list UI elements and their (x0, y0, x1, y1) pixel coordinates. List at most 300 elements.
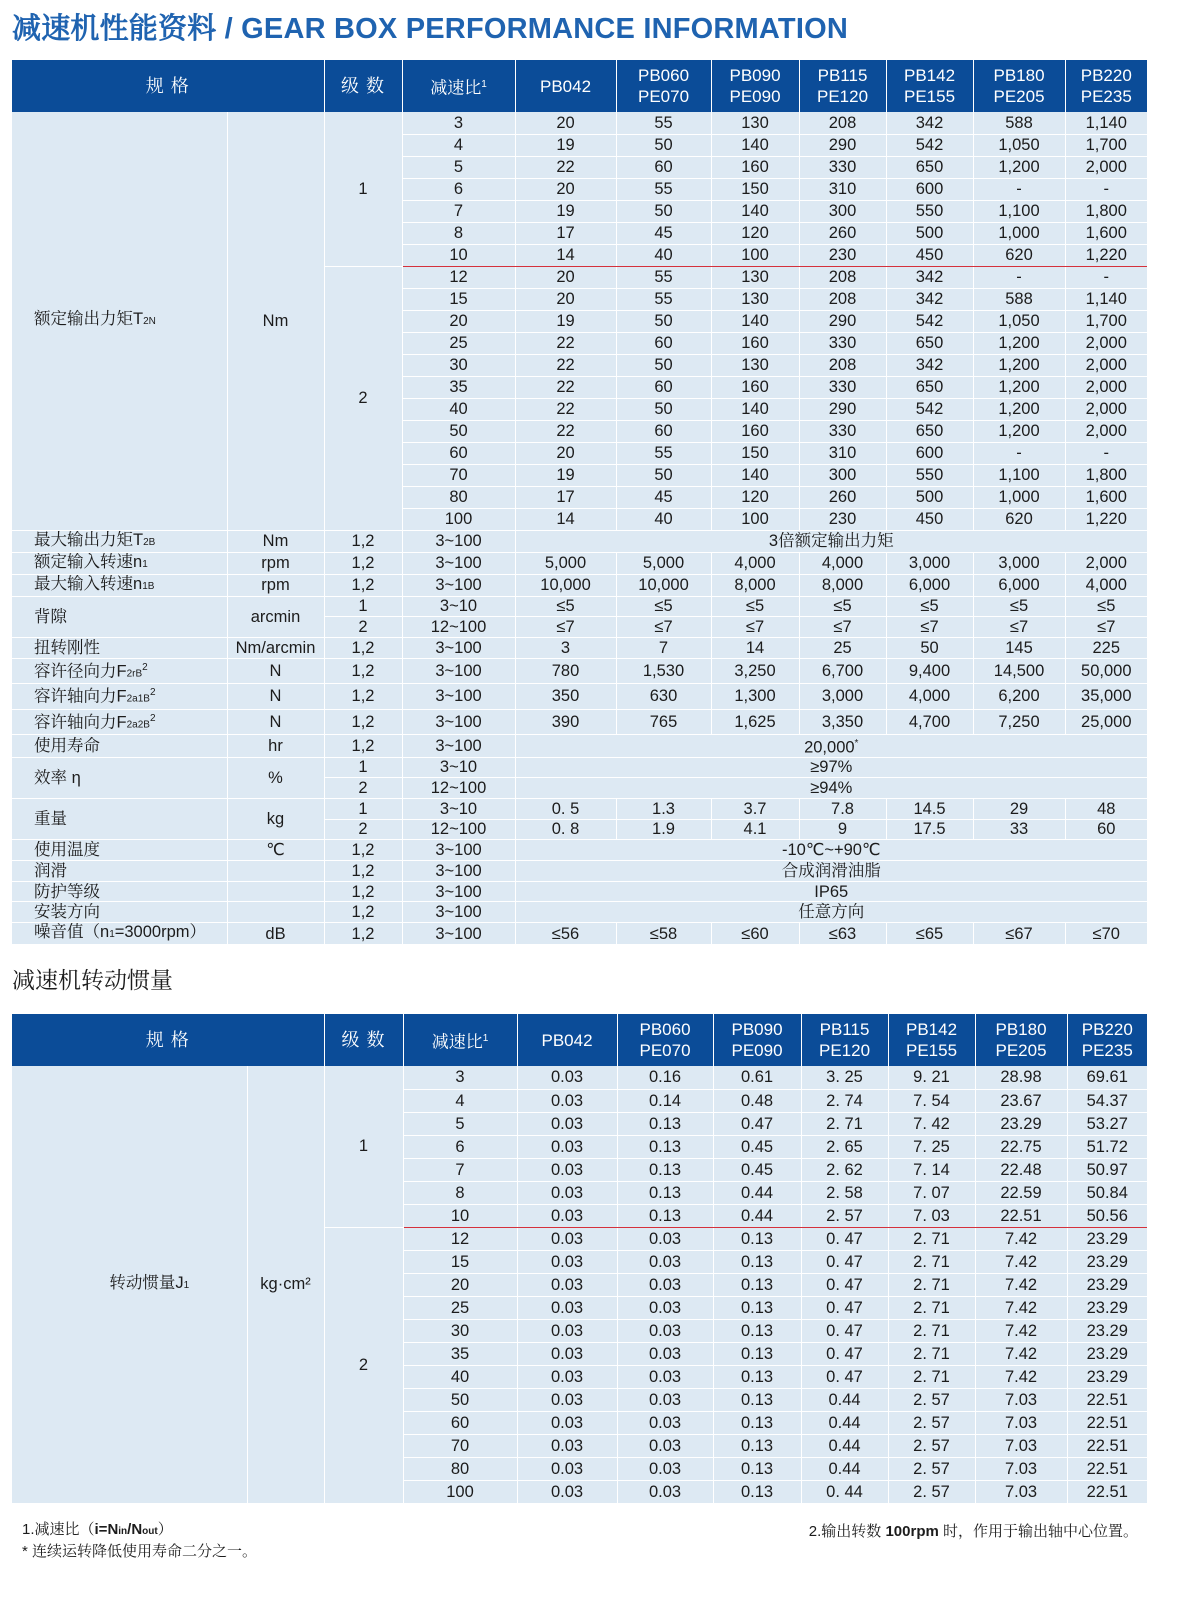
unit-cell: kg·cm² (247, 1066, 324, 1503)
value-cell: 1,000 (973, 222, 1065, 244)
inertia-table (12, 1014, 1147, 1504)
value-cell: 310 (799, 442, 886, 464)
value-cell: 650 (886, 156, 973, 178)
value-cell: 1,140 (1065, 112, 1147, 134)
value-cell: 0.13 (713, 1250, 801, 1273)
value-cell: ≤7 (799, 617, 886, 638)
table-row (12, 840, 1147, 861)
value-cell: 0.13 (617, 1181, 713, 1204)
value-cell: 4,000 (1065, 574, 1147, 596)
stage-cell: 1,2 (324, 735, 402, 758)
value-cell: 3,000 (973, 552, 1065, 574)
value-cell: ≤5 (711, 596, 799, 617)
value-cell: 0.03 (517, 1089, 617, 1112)
ratio-cell: 6 (402, 178, 515, 200)
value-cell: 23.29 (975, 1112, 1067, 1135)
value-cell: 130 (711, 354, 799, 376)
ratio-cell: 3~10 (402, 798, 515, 819)
value-cell: 50 (886, 637, 973, 658)
value-cell: 23.29 (1067, 1342, 1147, 1365)
value-cell: - (973, 266, 1065, 288)
value-cell: ≤7 (711, 617, 799, 638)
value-cell: 50.84 (1067, 1181, 1147, 1204)
value-cell: 8,000 (711, 574, 799, 596)
value-cell: 2,000 (1065, 420, 1147, 442)
value-cell: 0. 47 (801, 1342, 888, 1365)
ratio-cell: 12~100 (402, 617, 515, 638)
value-cell: 53.27 (1067, 1112, 1147, 1135)
value-cell: 0.13 (617, 1204, 713, 1227)
value-cell: 342 (886, 288, 973, 310)
value-cell: 4,000 (799, 552, 886, 574)
value-cell: 2. 57 (888, 1480, 975, 1503)
value-cell: 300 (799, 464, 886, 486)
header-model: PB220 PE235 (1067, 1014, 1147, 1066)
unit-cell (227, 902, 324, 923)
value-cell: 9 (799, 819, 886, 840)
value-cell: 0.61 (713, 1066, 801, 1089)
value-cell: 0.03 (617, 1434, 713, 1457)
value-cell: - (973, 442, 1065, 464)
value-cell: 500 (886, 222, 973, 244)
ratio-cell: 80 (402, 486, 515, 508)
stage-cell: 1,2 (324, 574, 402, 596)
value-cell: 4,000 (886, 684, 973, 710)
value-cell: 0.44 (713, 1181, 801, 1204)
value-cell: 0.44 (801, 1388, 888, 1411)
value-cell: 55 (616, 112, 711, 134)
value-cell: 7 (616, 637, 711, 658)
value-cell: 1,200 (973, 332, 1065, 354)
value-cell: 29 (973, 798, 1065, 819)
value-cell: 19 (515, 134, 616, 156)
header-model: PB115 PE120 (799, 60, 886, 112)
ratio-cell: 20 (402, 310, 515, 332)
value-cell: 650 (886, 332, 973, 354)
merged-value-cell: 合成润滑油脂 (515, 861, 1147, 882)
value-cell: 330 (799, 376, 886, 398)
value-cell: 50 (616, 398, 711, 420)
value-cell: 2. 71 (888, 1273, 975, 1296)
value-cell: 342 (886, 266, 973, 288)
value-cell: 22 (515, 376, 616, 398)
value-cell: 22.51 (1067, 1480, 1147, 1503)
value-cell: 100 (711, 508, 799, 530)
value-cell: 0.13 (713, 1388, 801, 1411)
value-cell: 140 (711, 134, 799, 156)
ratio-cell: 3~100 (402, 881, 515, 902)
value-cell: 160 (711, 420, 799, 442)
value-cell: 765 (616, 709, 711, 735)
value-cell: 4,700 (886, 709, 973, 735)
value-cell: 0.03 (617, 1365, 713, 1388)
value-cell: 7. 07 (888, 1181, 975, 1204)
value-cell: 50.56 (1067, 1204, 1147, 1227)
value-cell: 140 (711, 200, 799, 222)
row-label: 背隙 (12, 596, 227, 637)
value-cell: 22.51 (975, 1204, 1067, 1227)
value-cell: 100 (711, 244, 799, 266)
ratio-cell: 3~10 (402, 596, 515, 617)
stage-cell: 1,2 (324, 637, 402, 658)
value-cell: 1.9 (616, 819, 711, 840)
ratio-cell: 7 (403, 1158, 517, 1181)
merged-value-cell: ≥94% (515, 778, 1147, 799)
ratio-cell: 10 (402, 244, 515, 266)
stage-cell: 1,2 (324, 658, 402, 684)
value-cell: 1,000 (973, 486, 1065, 508)
value-cell: 0. 47 (801, 1273, 888, 1296)
table-row (12, 684, 1147, 710)
unit-cell: rpm (227, 574, 324, 596)
value-cell: 17.5 (886, 819, 973, 840)
value-cell: 208 (799, 288, 886, 310)
unit-cell (227, 881, 324, 902)
table-row (12, 1066, 1147, 1089)
value-cell: 588 (973, 288, 1065, 310)
value-cell: 2. 65 (801, 1135, 888, 1158)
value-cell: 0.03 (517, 1112, 617, 1135)
value-cell: 22 (515, 156, 616, 178)
value-cell: 0. 47 (801, 1365, 888, 1388)
value-cell: ≤7 (616, 617, 711, 638)
value-cell: 0. 8 (515, 819, 616, 840)
value-cell: 550 (886, 200, 973, 222)
table-row (12, 530, 1147, 552)
value-cell: 260 (799, 486, 886, 508)
ratio-cell: 6 (403, 1135, 517, 1158)
table-row (12, 637, 1147, 658)
row-label: 噪音值（n1=3000rpm） (12, 923, 227, 945)
value-cell: 0.45 (713, 1158, 801, 1181)
value-cell: 35,000 (1065, 684, 1147, 710)
value-cell: 3. 25 (801, 1066, 888, 1089)
value-cell: 55 (616, 288, 711, 310)
row-label: 容许径向力$F2rB^2$ (12, 658, 227, 684)
value-cell: 780 (515, 658, 616, 684)
value-cell: 0.44 (801, 1457, 888, 1480)
stage-cell: 1,2 (324, 861, 402, 882)
value-cell: 22 (515, 332, 616, 354)
value-cell: 40 (616, 508, 711, 530)
value-cell: 330 (799, 156, 886, 178)
ratio-cell: 3~100 (402, 902, 515, 923)
value-cell: 0.03 (517, 1434, 617, 1457)
header-model: PB042 (515, 60, 616, 112)
ratio-cell: 3~100 (402, 840, 515, 861)
performance-table-body (12, 112, 1147, 945)
value-cell: 14.5 (886, 798, 973, 819)
ratio-cell: 30 (402, 354, 515, 376)
value-cell: 60 (616, 376, 711, 398)
value-cell: 0.03 (517, 1457, 617, 1480)
value-cell: 7.42 (975, 1227, 1067, 1250)
header-model: PB180 PE205 (975, 1014, 1067, 1066)
value-cell: 69.61 (1067, 1066, 1147, 1089)
unit-cell: arcmin (227, 596, 324, 637)
value-cell: 500 (886, 486, 973, 508)
stage-cell: 1 (324, 757, 402, 778)
table-row (12, 902, 1147, 923)
value-cell: ≤67 (973, 923, 1065, 945)
stage-cell: 2 (324, 819, 402, 840)
value-cell: - (1065, 442, 1147, 464)
stage-cell: 1 (324, 596, 402, 617)
value-cell: 7. 03 (888, 1204, 975, 1227)
ratio-cell: 40 (403, 1365, 517, 1388)
value-cell: 2,000 (1065, 376, 1147, 398)
value-cell: 22.48 (975, 1158, 1067, 1181)
value-cell: 2. 71 (888, 1227, 975, 1250)
unit-cell: Nm/arcmin (227, 637, 324, 658)
header-model: PB180 PE205 (973, 60, 1065, 112)
table-row (12, 798, 1147, 819)
value-cell: 0.13 (713, 1457, 801, 1480)
ratio-cell: 3~100 (402, 658, 515, 684)
ratio-cell: 12~100 (402, 819, 515, 840)
stage-cell: 2 (324, 266, 402, 530)
value-cell: 2. 62 (801, 1158, 888, 1181)
value-cell: 0.03 (617, 1342, 713, 1365)
value-cell: 145 (973, 637, 1065, 658)
ratio-cell: 100 (402, 508, 515, 530)
value-cell: 14 (515, 244, 616, 266)
unit-cell: N (227, 684, 324, 710)
header-model: PB142 PE155 (886, 60, 973, 112)
value-cell: 2. 71 (888, 1319, 975, 1342)
value-cell: 9,400 (886, 658, 973, 684)
value-cell: 620 (973, 244, 1065, 266)
value-cell: ≤5 (1065, 596, 1147, 617)
ratio-cell: 3~100 (402, 530, 515, 552)
ratio-cell: 25 (402, 332, 515, 354)
value-cell: 1,200 (973, 420, 1065, 442)
value-cell: 25 (799, 637, 886, 658)
table-header (12, 60, 1147, 112)
value-cell: 60 (616, 332, 711, 354)
ratio-cell: 50 (403, 1388, 517, 1411)
value-cell: 0.13 (713, 1319, 801, 1342)
value-cell: 1,300 (711, 684, 799, 710)
value-cell: 50 (616, 464, 711, 486)
value-cell: 542 (886, 134, 973, 156)
table-row (12, 881, 1147, 902)
footnote-ratio: 1.减速比（i=Nin/Nout） (22, 1521, 173, 1538)
value-cell: 0.03 (617, 1273, 713, 1296)
unit-cell: kg (227, 798, 324, 839)
row-label: 安装方向 (12, 902, 227, 923)
value-cell: 4,000 (711, 552, 799, 574)
value-cell: 22.75 (975, 1135, 1067, 1158)
value-cell: 45 (616, 222, 711, 244)
value-cell: 390 (515, 709, 616, 735)
ratio-cell: 70 (402, 464, 515, 486)
value-cell: 342 (886, 354, 973, 376)
value-cell: - (1065, 178, 1147, 200)
value-cell: 0.03 (517, 1388, 617, 1411)
value-cell: 22.51 (1067, 1411, 1147, 1434)
value-cell: 120 (711, 486, 799, 508)
value-cell: 20 (515, 266, 616, 288)
value-cell: 5,000 (616, 552, 711, 574)
value-cell: 1,200 (973, 376, 1065, 398)
value-cell: 25,000 (1065, 709, 1147, 735)
value-cell: 0.13 (713, 1227, 801, 1250)
table-row (12, 552, 1147, 574)
ratio-cell: 3~10 (402, 757, 515, 778)
ratio-cell: 35 (402, 376, 515, 398)
ratio-cell: 3~100 (402, 574, 515, 596)
value-cell: 1,625 (711, 709, 799, 735)
value-cell: 3,350 (799, 709, 886, 735)
table-row (12, 709, 1147, 735)
value-cell: 0.03 (517, 1411, 617, 1434)
performance-table (12, 60, 1147, 945)
value-cell: 0.03 (517, 1135, 617, 1158)
value-cell: 630 (616, 684, 711, 710)
value-cell: 3,000 (799, 684, 886, 710)
table-row (12, 923, 1147, 945)
ratio-cell: 60 (402, 442, 515, 464)
value-cell: 0.44 (713, 1204, 801, 1227)
ratio-cell: 15 (402, 288, 515, 310)
merged-value-cell: IP65 (515, 881, 1147, 902)
value-cell: ≤56 (515, 923, 616, 945)
row-label: 额定输入转速n1 (12, 552, 227, 574)
value-cell: 7.03 (975, 1411, 1067, 1434)
value-cell: 290 (799, 134, 886, 156)
ratio-cell: 8 (402, 222, 515, 244)
value-cell: 0.03 (617, 1411, 713, 1434)
merged-value-cell: 3倍额定输出力矩 (515, 530, 1147, 552)
value-cell: 1,220 (1065, 508, 1147, 530)
unit-cell: N (227, 709, 324, 735)
value-cell: 0.03 (517, 1204, 617, 1227)
value-cell: - (973, 178, 1065, 200)
value-cell: 2,000 (1065, 156, 1147, 178)
value-cell: 2,000 (1065, 552, 1147, 574)
footnote-life: * 连续运转降低使用寿命二分之一。 (22, 1543, 258, 1560)
value-cell: 1,800 (1065, 200, 1147, 222)
unit-cell: rpm (227, 552, 324, 574)
value-cell: 20 (515, 112, 616, 134)
value-cell: ≤5 (973, 596, 1065, 617)
value-cell: 1,050 (973, 310, 1065, 332)
value-cell: 0.13 (713, 1365, 801, 1388)
row-label: 容许轴向力$F2a1B^2$ (12, 684, 227, 710)
value-cell: 6,700 (799, 658, 886, 684)
value-cell: 1,200 (973, 156, 1065, 178)
inertia-title: 减速机转动惯量 (12, 967, 173, 993)
value-cell: 650 (886, 376, 973, 398)
table-row (12, 574, 1147, 596)
row-label: 使用寿命 (12, 735, 227, 758)
value-cell: 0.03 (517, 1342, 617, 1365)
value-cell: 22.51 (1067, 1388, 1147, 1411)
value-cell: 140 (711, 464, 799, 486)
value-cell: 0.03 (617, 1388, 713, 1411)
ratio-cell: 20 (403, 1273, 517, 1296)
ratio-cell: 12~100 (402, 778, 515, 799)
ratio-cell: 70 (403, 1434, 517, 1457)
value-cell: 2. 71 (801, 1112, 888, 1135)
unit-cell: N (227, 658, 324, 684)
value-cell: 1,100 (973, 464, 1065, 486)
value-cell: 1,200 (973, 398, 1065, 420)
value-cell: 2,000 (1065, 398, 1147, 420)
value-cell: 1,050 (973, 134, 1065, 156)
value-cell: 0.03 (617, 1319, 713, 1342)
value-cell: 230 (799, 508, 886, 530)
value-cell: 300 (799, 200, 886, 222)
value-cell: 50,000 (1065, 658, 1147, 684)
value-cell: 3 (515, 637, 616, 658)
value-cell: 50 (616, 354, 711, 376)
row-label: 最大输入转速n1B (12, 574, 227, 596)
value-cell: 7. 14 (888, 1158, 975, 1181)
value-cell: ≤70 (1065, 923, 1147, 945)
table-row (12, 735, 1147, 758)
value-cell: 19 (515, 310, 616, 332)
value-cell: 0.13 (617, 1135, 713, 1158)
stage-cell: 1 (324, 798, 402, 819)
value-cell: 130 (711, 266, 799, 288)
value-cell: 50 (616, 310, 711, 332)
ratio-cell: 100 (403, 1480, 517, 1503)
value-cell: 0.14 (617, 1089, 713, 1112)
value-cell: 2. 71 (888, 1296, 975, 1319)
value-cell: 19 (515, 200, 616, 222)
merged-value-cell: -10℃~+90℃ (515, 840, 1147, 861)
value-cell: 22.59 (975, 1181, 1067, 1204)
value-cell: 130 (711, 112, 799, 134)
ratio-cell: 25 (403, 1296, 517, 1319)
value-cell: 20 (515, 442, 616, 464)
value-cell: ≤7 (515, 617, 616, 638)
value-cell: 150 (711, 178, 799, 200)
ratio-cell: 35 (403, 1342, 517, 1365)
value-cell: 0. 47 (801, 1250, 888, 1273)
value-cell: 17 (515, 222, 616, 244)
value-cell: ≤65 (886, 923, 973, 945)
table-header (12, 1014, 1147, 1066)
value-cell: 330 (799, 420, 886, 442)
value-cell: 60 (616, 156, 711, 178)
value-cell: ≤58 (616, 923, 711, 945)
stage-cell: 1,2 (324, 840, 402, 861)
ratio-cell: 5 (403, 1112, 517, 1135)
value-cell: 600 (886, 442, 973, 464)
ratio-cell: 8 (403, 1181, 517, 1204)
value-cell: 1,800 (1065, 464, 1147, 486)
value-cell: 10,000 (515, 574, 616, 596)
table-row (12, 596, 1147, 617)
value-cell: 22 (515, 420, 616, 442)
header-model: PB060 PE070 (617, 1014, 713, 1066)
value-cell: 2. 57 (888, 1457, 975, 1480)
inertia-table-body (12, 1066, 1147, 1503)
value-cell: 2. 57 (888, 1388, 975, 1411)
value-cell: 0.03 (617, 1296, 713, 1319)
value-cell: 0.44 (801, 1434, 888, 1457)
value-cell: 55 (616, 442, 711, 464)
header-model: PB090 PE090 (713, 1014, 801, 1066)
ratio-cell: 30 (403, 1319, 517, 1342)
stage-cell: 2 (324, 778, 402, 799)
merged-value-cell: ≥97% (515, 757, 1147, 778)
stage-cell: 1,2 (324, 552, 402, 574)
value-cell: 588 (973, 112, 1065, 134)
